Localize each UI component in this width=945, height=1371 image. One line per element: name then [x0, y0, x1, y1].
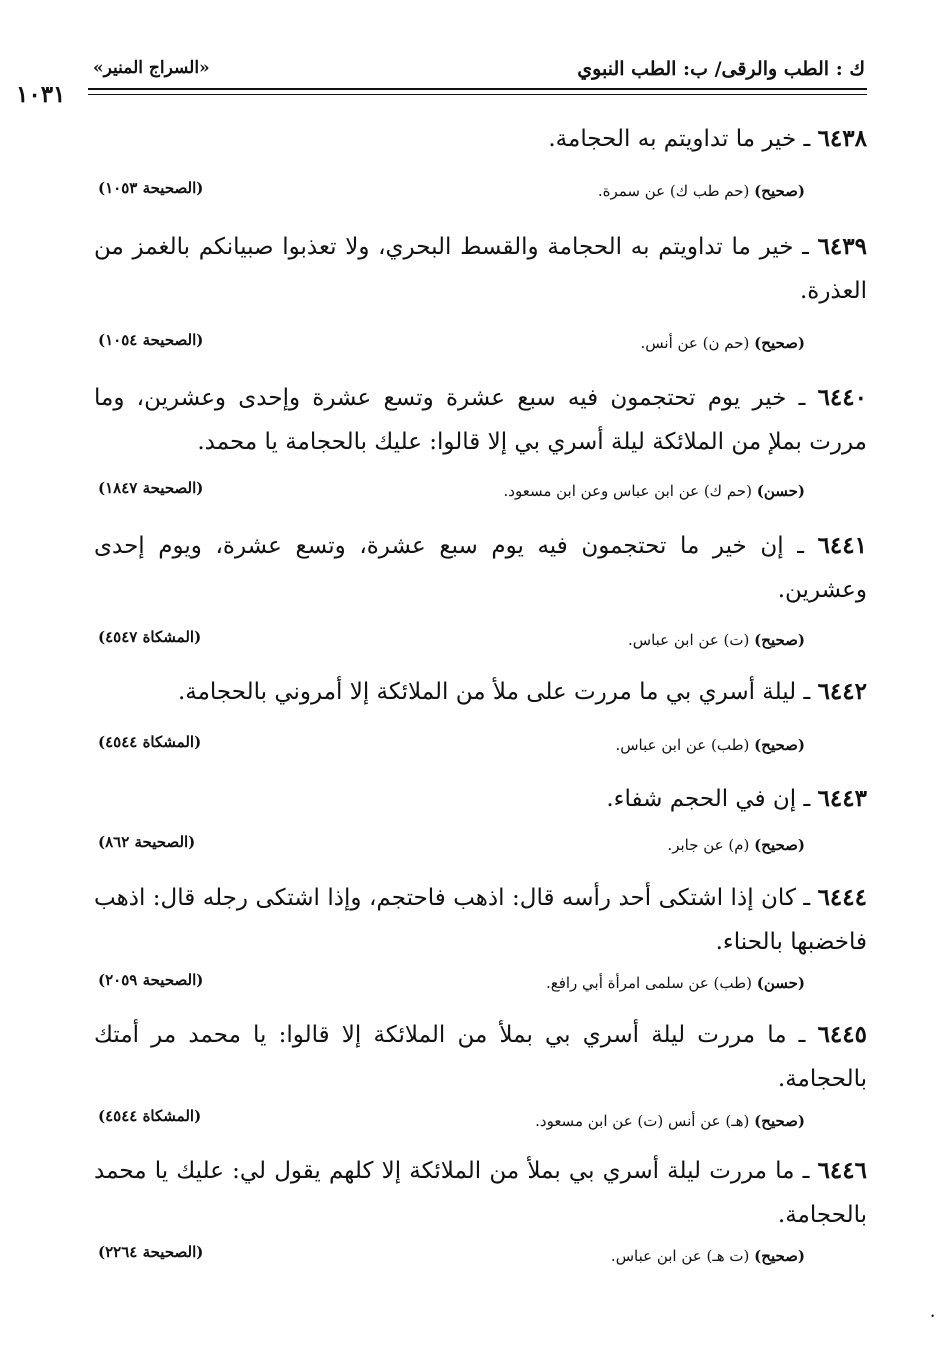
hadith-reference: (الصحيحة ٢٠٥٩)	[98, 971, 204, 989]
hadith-narrators: (حم ن) عن أنس.	[640, 334, 750, 352]
hadith-reference: (الصحيحة ٨٦٢)	[98, 833, 196, 851]
hadith-narrators: (حم طب ك) عن سمرة.	[597, 182, 750, 200]
hadith-text: ٦٤٤٤ ـ كان إذا اشتكى أحد رأسه قال: اذهب فاحتجم، وإذا اشتكى رجله قال: اذهب فاخضبها بالحناء.	[94, 884, 867, 955]
hadith-text: ٦٤٤٢ ـ ليلة أسري بي ما مررت على ملأ من الملائكة إلا أمروني بالحجامة.	[177, 678, 867, 705]
hadith-number: ٦٤٤٥	[817, 1021, 867, 1048]
hadith-text: ٦٤٤١ ـ إن خير ما تحتجمون فيه يوم سبع عشرة، وتسع عشرة، ويوم إحدى وعشرين.	[94, 532, 867, 603]
hadith-text: ٦٤٤٥ ـ ما مررت ليلة أسري بي بملأ من الملائكة إلا قالوا: يا محمد مر أمتك بالحجامة.	[94, 1021, 867, 1092]
hadith-narrators: (طب) عن سلمى امرأة أبي رافع.	[545, 974, 752, 992]
running-header-chapter: ك : الطب والرقى/ ب: الطب النبوي	[577, 58, 865, 80]
hadith-body: ما مررت ليلة أسري بي بملأ من الملائكة إلا كلهم يقول لي: عليك يا محمد بالحجامة.	[94, 1158, 867, 1228]
hadith-number: ٦٤٤٠	[817, 384, 867, 411]
hadith-text: ٦٤٤٦ ـ ما مررت ليلة أسري بي بملأ من الملائكة إلا كلهم يقول لي: عليك يا محمد بالحجامة.	[94, 1157, 867, 1228]
hadith-number: ٦٤٤٢	[817, 678, 867, 705]
hadith-body: كان إذا اشتكى أحد رأسه قال: اذهب فاحتجم، وإذا اشتكى رجله قال: اذهب فاخضبها بالحناء.	[94, 885, 867, 955]
hadith-reference: (الصحيحة ١٠٥٤)	[98, 331, 204, 349]
hadith-body: إن في الحجم شفاء.	[606, 786, 797, 812]
hadith-grade: (صحيح)	[754, 736, 805, 754]
hadith-reference: (الصحيحة ١٠٥٣)	[98, 179, 204, 197]
hadith-grade: (حسن)	[756, 482, 805, 500]
hadith-source	[641, 334, 806, 352]
hadith-number: ٦٤٤٦	[817, 1157, 867, 1184]
hadith-source	[667, 836, 805, 854]
hadith-narrators: (هـ) عن أنس (ت) عن ابن مسعود.	[535, 1112, 750, 1130]
hadith-body: ليلة أسري بي ما مررت على ملأ من الملائكة إلا أمروني بالحجامة.	[177, 679, 797, 705]
hadith-number: ٦٤٤٤	[817, 884, 867, 911]
hadith-number: ٦٤٣٨	[817, 125, 867, 152]
hadith-reference: (المشكاة ٤٥٤٤)	[98, 733, 202, 751]
hadith-text: ٦٤٣٨ ـ خير ما تداويتم به الحجامة.	[548, 125, 867, 152]
hadith-grade: (صحيح)	[754, 1112, 805, 1130]
hadith-text: ٦٤٣٩ ـ خير ما تداويتم به الحجامة والقسط البحري، ولا تعذبوا صبيانكم بالغمز من العذرة.	[94, 233, 867, 304]
hadith-narrators: (طب) عن ابن عباس.	[615, 736, 750, 754]
hadith-grade: (صحيح)	[754, 836, 805, 854]
hadith-narrators: (ت) عن ابن عباس.	[628, 631, 750, 649]
hadith-source	[535, 1112, 805, 1130]
hadith-body: خير يوم تحتجمون فيه سبع عشرة وتسع عشرة وإحدى وعشرين، وما مررت بملإ من الملائكة ليلة أسري بي إلا قالوا: عليك بالحجامة يا محمد.	[94, 385, 867, 455]
hadith-body: إن خير ما تحتجمون فيه يوم سبع عشرة، وتسع عشرة، ويوم إحدى وعشرين.	[94, 533, 867, 603]
header-rule-thin	[88, 94, 867, 95]
hadith-source	[546, 974, 805, 992]
hadith-reference: (الصحيحة ١٨٤٧)	[98, 479, 204, 497]
hadith-body: خير ما تداويتم به الحجامة.	[548, 126, 797, 152]
hadith-body: خير ما تداويتم به الحجامة والقسط البحري، ولا تعذبوا صبيانكم بالغمز من العذرة.	[94, 234, 867, 304]
hadith-text: ٦٤٤٣ ـ إن في الحجم شفاء.	[606, 785, 867, 812]
hadith-narrators: (م) عن جابر.	[667, 836, 750, 854]
hadith-grade: (حسن)	[756, 974, 805, 992]
hadith-number: ٦٤٣٩	[817, 233, 867, 260]
hadith-reference: (المشكاة ٤٥٤٧)	[98, 628, 202, 646]
hadith-number: ٦٤٤٣	[817, 785, 867, 812]
hadith-source	[615, 736, 805, 754]
hadith-grade: (صحيح)	[754, 182, 805, 200]
hadith-grade: (صحيح)	[754, 631, 805, 649]
hadith-text: ٦٤٤٠ ـ خير يوم تحتجمون فيه سبع عشرة وتسع عشرة وإحدى وعشرين، وما مررت بملإ من الملائكة ليلة أسري بي إلا قالوا: عليك بالحجامة يا محمد.	[94, 384, 867, 455]
hadith-number: ٦٤٤١	[817, 532, 867, 559]
hadith-grade: (صحيح)	[754, 1247, 805, 1265]
hadith-narrators: (ت هـ) عن ابن عباس.	[610, 1247, 750, 1265]
hadith-source	[598, 182, 805, 200]
page-speck: •	[930, 1312, 935, 1321]
hadith-grade: (صحيح)	[754, 334, 805, 352]
page-number: ١٠٣١	[16, 81, 66, 108]
running-header-book-title: «السراج المنير»	[93, 58, 210, 78]
hadith-narrators: (حم ك) عن ابن عباس وعن ابن مسعود.	[503, 482, 752, 500]
hadith-reference: (الصحيحة ٢٢٦٤)	[98, 1243, 204, 1261]
header-rule	[88, 88, 867, 90]
hadith-source	[628, 631, 805, 649]
hadith-source	[611, 1247, 805, 1265]
hadith-reference: (المشكاة ٤٥٤٤)	[98, 1107, 202, 1125]
hadith-source	[504, 482, 805, 500]
hadith-body: ما مررت ليلة أسري بي بملأ من الملائكة إلا قالوا: يا محمد مر أمتك بالحجامة.	[94, 1022, 867, 1092]
